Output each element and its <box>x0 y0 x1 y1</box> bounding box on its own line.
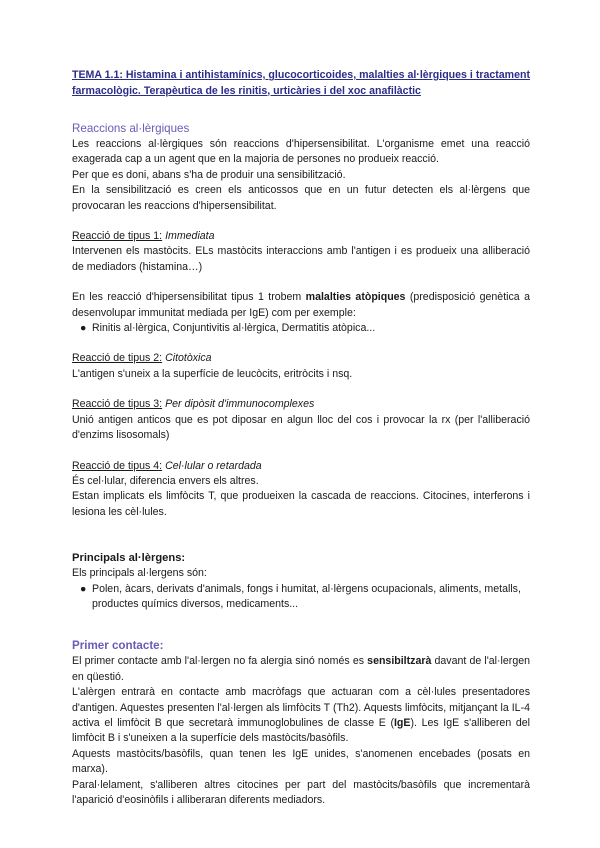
paragraph: En les reacció d'hipersensibilitat tipus 1 trobem malalties atòpiques (predisposició genètica a desenvolupar immunitat mediada per IgE) com per exemple: <box>72 291 530 319</box>
section-heading-reaccions: Reaccions al·lèrgiques <box>72 122 190 135</box>
paragraph: El primer contacte amb l'al·lergen no fa alergia sinó només es sensibiltzarà davant de l'al·lergen en qüestió. <box>72 655 530 683</box>
bullet-icon: ● <box>80 582 87 595</box>
bullet-list <box>72 321 530 336</box>
list-item: ● Rinitis al·lèrgica, Conjuntivitis al·lèrgica, Dermatitis atòpica... <box>92 321 530 336</box>
subheading-name: Immediata <box>165 230 215 243</box>
paragraph: Per que es doni, abans s'ha de produir una sensibilització. <box>72 168 346 181</box>
paragraph: Les reaccions al·lèrgiques són reaccions d'hipersensibilitat. L'organisme emet una reacció exagerada cap a un agent que en la majoria de persones no produeix reacció. <box>72 138 530 166</box>
section-heading-primer: Primer contacte: <box>72 639 164 653</box>
document-title: TEMA 1.1: Histamina i antihistamínics, glucocorticoides, malalties al·lèrgiques i tractament farmacològic. Terapèutica de les rinitis, urticàries i del xoc anafilàctic <box>72 69 530 97</box>
bullet-icon: ● <box>80 322 87 335</box>
document-page <box>72 68 530 808</box>
subheading-tipus1 <box>72 229 530 244</box>
paragraph: Aquests mastòcits/basòfils, quan tenen les IgE unides, s'anomenen encebades (posats en marxa). <box>72 747 530 776</box>
subheading-label: Reacció de tipus 1: <box>72 230 163 243</box>
paragraph: En la sensibilització es creen els anticossos que en un futur detecten els al·lèrgens que provocaran les reaccions d'hipersensibilitat. <box>72 184 530 212</box>
bullet-list <box>72 582 530 613</box>
paragraph: Els principals al·lergens són: <box>72 567 207 580</box>
subheading-tipus2: Reacció de tipus 2: Citotòxica <box>72 352 212 365</box>
paragraph: L'antigen s'uneix a la superfície de leucòcits, eritròcits i nsq. <box>72 367 353 380</box>
paragraph: Intervenen els mastòcits. ELs mastòcits interaccions amb l'antigen i es produeix una alliberació de mediadors (histamina…) <box>72 245 530 273</box>
paragraph: L'alèrgen entrarà en contacte amb macròfags que actuaran com a cèl·lules presentadores d'antigen. Aquestes presenten l'al·lergen als limfòcits T (Th2). Aquests limfòcits, mitjançant la IL-4 activa el limfòcit B que secretarà immunoglobulines de classe E (IgE). Les IgE s'alliberen del limfòcit B i s'uneixen a la superfície dels mastòcits/basòfils. <box>72 686 530 745</box>
subheading-tipus4: Reacció de tipus 4: Cel·lular o retardada <box>72 459 262 472</box>
paragraph: Estan implicats els limfòcits T, que produeixen la cascada de reaccions. Citocines, interferons i lesiona les cèl·lules. <box>72 490 530 518</box>
subheading-tipus3: Reacció de tipus 3: Per dipòsit d'immunocomplexes <box>72 398 315 411</box>
list-item: ● Polen, àcars, derivats d'animals, fongs i humitat, al·lèrgens ocupacionals, aliments, metalls, productes químics diversos, medicaments... <box>80 582 521 610</box>
paragraph: És cel·lular, diferencia envers els altres. <box>72 474 259 487</box>
paragraph: Paral·lelament, s'alliberen altres citocines per part del mastòcits/basòfils que incrementarà l'aparició d'eosinòfils i alliberaran diferents mediadors. <box>72 778 530 806</box>
section-heading-alergens: Principals al·lèrgens: <box>72 552 186 565</box>
paragraph: Unió antigen anticos que es pot diposar en algun lloc del cos i provocar la rx (per l'alliberació d'enzims lisosomals) <box>72 413 530 442</box>
